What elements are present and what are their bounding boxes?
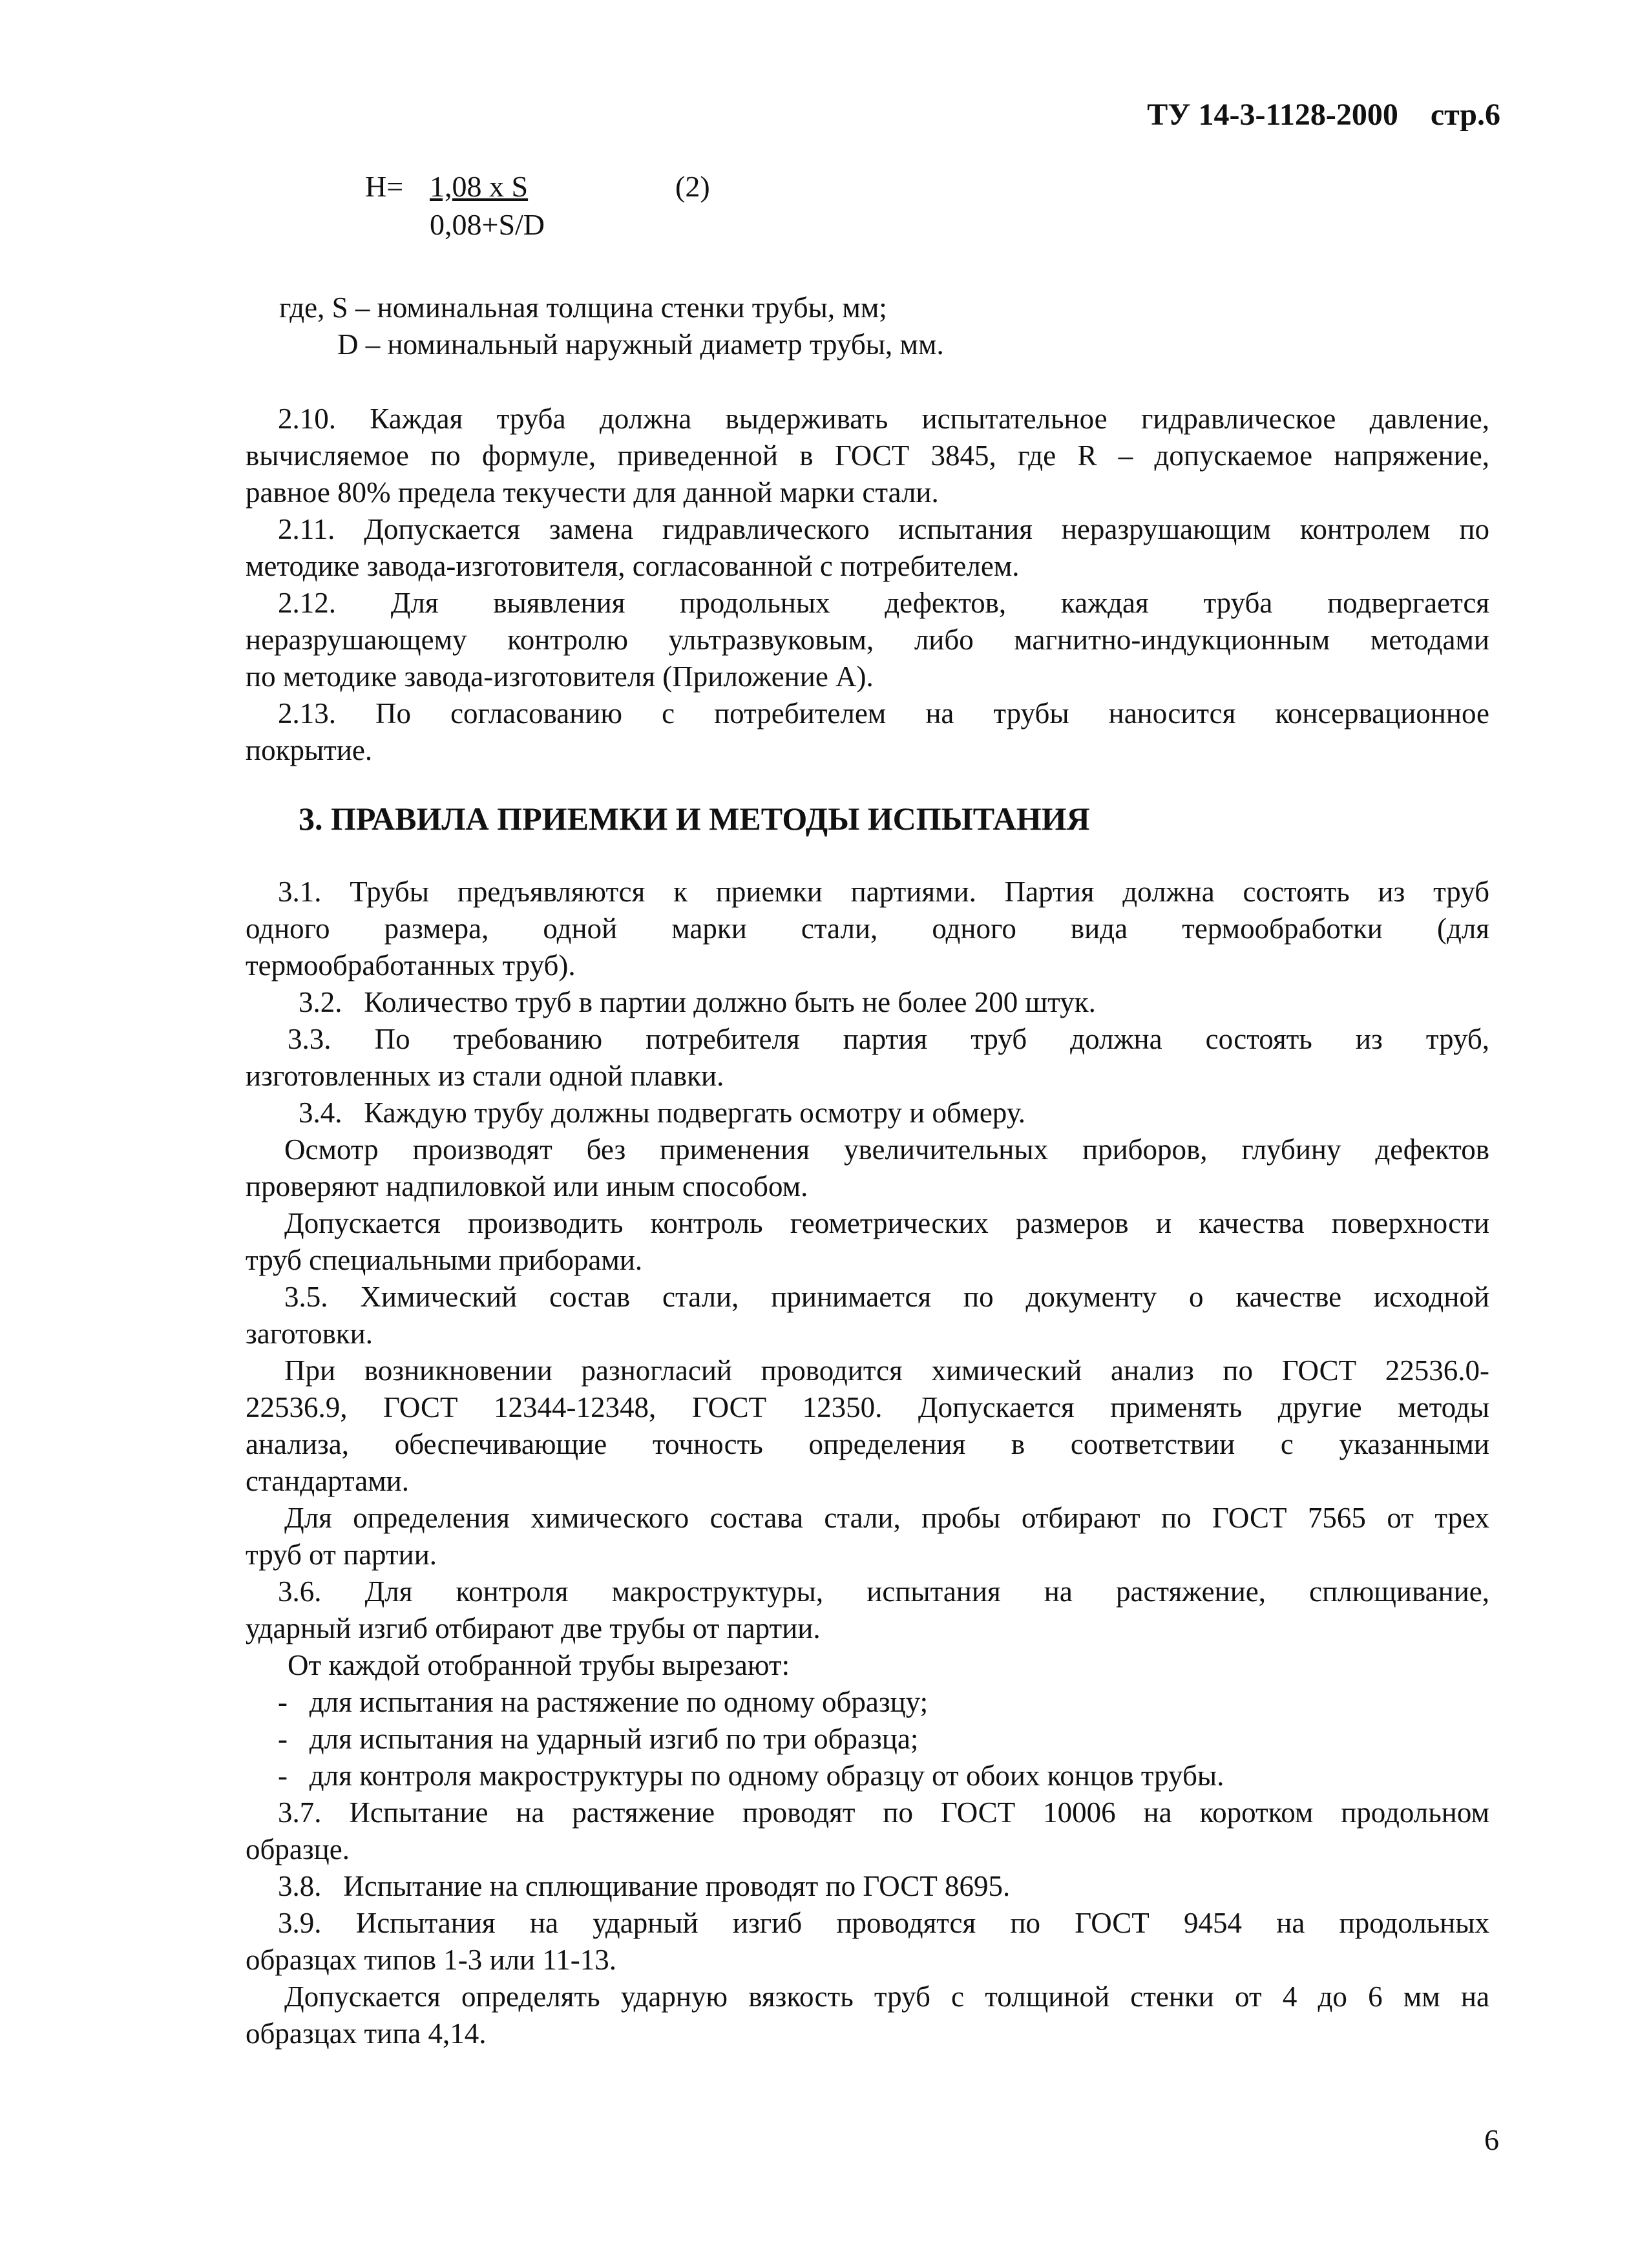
text-line: ударный изгиб отбирают две трубы от партии. xyxy=(246,1612,821,1644)
text-line: труб специальными приборами. xyxy=(246,1244,643,1276)
formula-number: (2) xyxy=(675,170,710,203)
text-line: где, S – номинальная толщина стенки трубы, мм; xyxy=(279,291,887,324)
text-line: 3.9. Испытания на ударный изгиб проводятся по ГОСТ 9454 на продольных xyxy=(278,1907,1489,1939)
text-line: 22536.9, ГОСТ 12344-12348, ГОСТ 12350. Допускается применять другие методы xyxy=(246,1391,1489,1423)
text-line: анализа, обеспечивающие точность определения в соответствии с указанными xyxy=(246,1428,1489,1460)
document-code: ТУ 14-3-1128-2000 xyxy=(1147,98,1398,132)
text-line: 2.13. По согласованию с потребителем на трубы наносится консервационное xyxy=(278,697,1489,730)
text-line: образцах типов 1-3 или 11-13. xyxy=(246,1944,616,1976)
text-line: Для определения химического состава стали, пробы отбирают по ГОСТ 7565 от трех xyxy=(284,1502,1489,1534)
text-line: 3.6. Для контроля макроструктуры, испытания на растяжение, сплющивание, xyxy=(278,1575,1489,1608)
text-line: 3.8. Испытание на сплющивание проводят по ГОСТ 8695. xyxy=(278,1870,1011,1902)
text-line: равное 80% предела текучести для данной марки стали. xyxy=(246,476,939,509)
text-line: термообработанных труб). xyxy=(246,949,576,982)
text-line: методике завода-изготовителя, согласованной с потребителем. xyxy=(246,550,1020,582)
list-item: - для испытания на растяжение по одному образцу; xyxy=(278,1686,929,1718)
section-heading: 3. ПРАВИЛА ПРИЕМКИ И МЕТОДЫ ИСПЫТАНИЯ xyxy=(299,801,1090,837)
text-line: по методике завода-изготовителя (Приложение А). xyxy=(246,660,874,693)
formula-2 xyxy=(365,169,710,242)
text-line: D – номинальный наружный диаметр трубы, мм. xyxy=(337,328,944,361)
text-line: покрытие. xyxy=(246,734,373,766)
page-label: стр.6 xyxy=(1430,98,1500,132)
text-line: изготовленных из стали одной плавки. xyxy=(246,1060,724,1092)
formula-numerator: 1,08 x S xyxy=(430,170,529,203)
text-line: стандартами. xyxy=(246,1465,410,1497)
text-line: Допускается определять ударную вязкость труб с толщиной стенки от 4 до 6 мм на xyxy=(284,1980,1489,2013)
text-line: 3.2. Количество труб в партии должно быть не более 200 штук. xyxy=(299,986,1096,1018)
text-line: 3.4. Каждую трубу должны подвергать осмотру и обмеру. xyxy=(299,1097,1025,1129)
text-line: Осмотр производят без применения увеличительных приборов, глубину дефектов xyxy=(284,1133,1489,1166)
text-line: заготовки. xyxy=(246,1318,373,1350)
text-line: 3.3. По требованию потребителя партия труб должна состоять из труб, xyxy=(288,1023,1489,1055)
formula-lhs: H= xyxy=(365,170,404,203)
formula-denominator: 0,08+S/D xyxy=(430,208,545,241)
text-line: 2.11. Допускается замена гидравлического испытания неразрушающим контролем по xyxy=(278,513,1489,545)
text-line: неразрушающему контролю ультразвуковым, либо магнитно-индукционным методами xyxy=(246,624,1489,656)
page-header xyxy=(1147,97,1500,132)
text-line: 2.12. Для выявления продольных дефектов, каждая труба подвергается xyxy=(278,587,1489,619)
text-line: 2.10. Каждая труба должна выдерживать испытательное гидравлическое давление, xyxy=(278,403,1489,435)
text-line: От каждой отобранной трубы вырезают: xyxy=(288,1649,790,1681)
page-number: 6 xyxy=(1484,2123,1499,2156)
text-line: 3.7. Испытание на растяжение проводят по ГОСТ 10006 на коротком продольном xyxy=(278,1796,1489,1829)
text-line: При возникновении разногласий проводится химический анализ по ГОСТ 22536.0- xyxy=(284,1354,1489,1387)
list-item: - для контроля макроструктуры по одному образцу от обоих концов трубы. xyxy=(278,1759,1224,1792)
text-line: образцах типа 4,14. xyxy=(246,2017,487,2050)
text-line: образце. xyxy=(246,1833,350,1865)
text-line: вычисляемое по формуле, приведенной в ГОСТ 3845, где R – допускаемое напряжение, xyxy=(246,439,1489,472)
text-line: 3.1. Трубы предъявляются к приемки партиями. Партия должна состоять из труб xyxy=(278,876,1489,908)
text-line: одного размера, одной марки стали, одного вида термообработки (для xyxy=(246,912,1489,945)
text-line: труб от партии. xyxy=(246,1538,437,1571)
text-line: 3.5. Химический состав стали, принимается по документу о качестве исходной xyxy=(284,1281,1489,1313)
text-line: проверяют надпиловкой или иным способом. xyxy=(246,1170,808,1202)
list-item: - для испытания на ударный изгиб по три образца; xyxy=(278,1723,919,1755)
text-line: Допускается производить контроль геометрических размеров и качества поверхности xyxy=(284,1207,1489,1239)
